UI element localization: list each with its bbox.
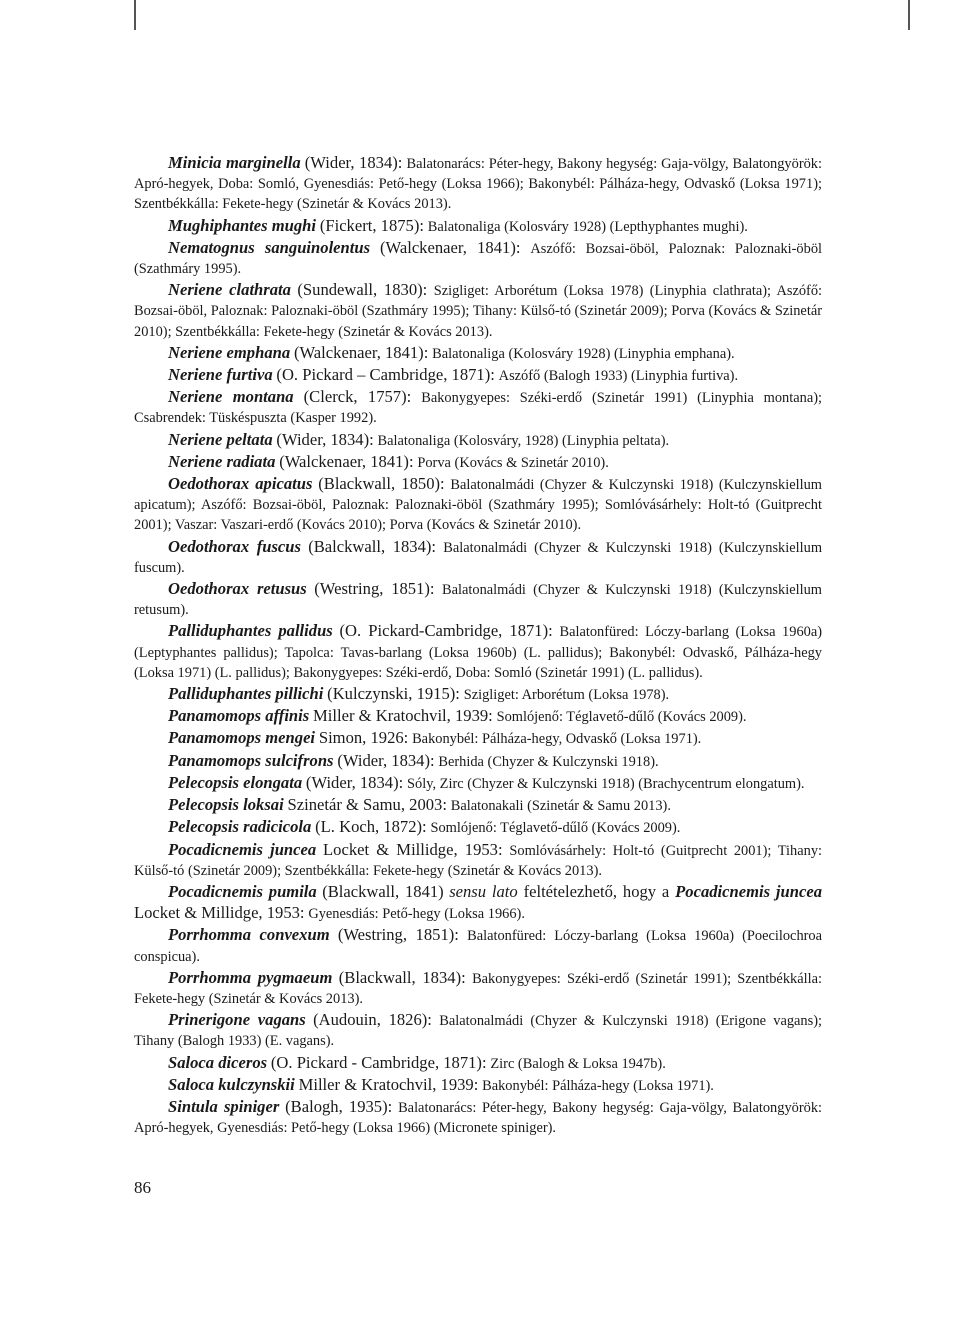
species-name: Mughiphantes mughi <box>168 215 317 235</box>
species-name: Porrhomma pygmaeum <box>168 967 333 987</box>
species-author: (Clerck, 1757): <box>303 387 412 407</box>
species-entry <box>134 751 822 772</box>
species-name: Panamomops sulcifrons <box>168 750 334 770</box>
species-entry <box>134 882 822 924</box>
species-entry <box>134 817 822 838</box>
species-entry <box>134 365 822 386</box>
locality-records: Somlóvásárhely: Holt-tó (Guitprecht 2001); Tihany: Külső-tó (Szinetár 2009); Szentbékkálla: Fekete-hegy (Szinetár & Kovács 2013). <box>134 842 823 879</box>
species-name: Neriene clathrata <box>168 280 291 300</box>
locality-records: Bakonygyepes: Széki-erdő (Szinetár 1991) (Linyphia montana); Csabrendek: Tüskéspuszta (Kasper 1992). <box>134 390 822 427</box>
species-entry <box>134 537 822 578</box>
species-name: Saloca kulczynskii <box>168 1074 295 1094</box>
locality-records: Gyenesdiás: Pető-hegy (Loksa 1966). <box>308 906 525 923</box>
species-author: Locket & Millidge, 1953: <box>134 903 305 923</box>
species-author: (Fickert, 1875): <box>319 215 424 235</box>
locality-records: Aszófő: Bozsai-öböl, Paloznak: Paloznaki-öböl (Szathmáry 1995). <box>134 240 823 278</box>
species-name: Oedothorax fuscus <box>168 536 301 556</box>
species-author: (Wider, 1834): <box>305 772 404 792</box>
crop-mark-top-left <box>134 0 136 30</box>
species-author: (O. Pickard-Cambridge, 1871): <box>339 621 553 641</box>
species-name: Pelecopsis elongata <box>168 772 303 792</box>
species-author: (Walckenaer, 1841): <box>293 342 429 362</box>
species-name: Oedothorax retusus <box>168 579 307 599</box>
species-author: Simon, 1926: <box>318 728 409 748</box>
locality-records: Szigliget: Arborétum (Loksa 1978) (Linyphia clathrata); Aszófő: Bozsai-öböl, Paloznak: Paloznaki-öböl (Szathmáry 1995); Tihany: Külső-tó (Szinetár 2009); Porva (Kovács & Szinetár 2010); Szentbékkálla: Fekete-hegy (Szinetár & Kovács 2013). <box>134 283 823 340</box>
species-author: (Westring, 1851): <box>337 925 459 945</box>
species-author: (Wider, 1834): <box>276 429 374 449</box>
locality-records: Balatonalmádi (Chyzer & Kulczynski 1918) (Kulczynskiellum retusum). <box>134 582 822 619</box>
species-name: Prinerigone vagans <box>168 1010 306 1030</box>
locality-records: Bakonybél: Pálháza-hegy (Loksa 1971). <box>482 1077 714 1094</box>
species-name: Oedothorax apicatus <box>168 474 313 494</box>
species-name: Palliduphantes pallidus <box>168 621 333 641</box>
species-name: Neriene montana <box>168 387 294 407</box>
species-author: (O. Pickard – Cambridge, 1871): <box>276 365 495 385</box>
species-name: Saloca diceros <box>168 1052 268 1072</box>
locality-records: Sóly, Zirc (Chyzer & Kulczynski 1918) (Brachycentrum elongatum). <box>407 775 805 792</box>
species-author: (Wider, 1834): <box>337 750 435 770</box>
species-entry <box>134 1010 822 1051</box>
species-entry <box>134 1075 822 1096</box>
locality-records: Balatonalmádi (Chyzer & Kulczynski 1918) (Kulczynskiellum apicatum); Aszófő: Bozsai-öböl, Paloznak: Paloznaki-öböl (Szathmáry 1995); Somlóvásárhely: Holt-tó (Guitprecht 2001); Vaszar: Vaszari-erdő (Kovács 2010); Porva (Kovács & Szinetár 2010). <box>134 477 822 534</box>
species-entry <box>134 1053 822 1074</box>
species-name: Pelecopsis radicicola <box>168 817 312 837</box>
species-author: (Westring, 1851): <box>314 579 435 599</box>
locality-records: Balatonfüred: Lóczy-barlang (Loksa 1960a) (Leptyphantes pallidus); Tapolca: Tavas-barlang (Loksa 1960b) (L. pallidus); Bakonybél: Odvaskő, Pálháza-hegy (Loksa 1971) (L. pallidus); Bakonygyepes: Széki-erdő, Doba: Somló (Szinetár 1991) (L. pallidus). <box>134 624 823 681</box>
species-name: Neriene emphana <box>168 342 291 362</box>
locality-records: Balatonaliga (Kolosváry 1928) (Linyphia emphana). <box>432 345 735 362</box>
species-author: (Walckenaer, 1841): <box>279 451 414 471</box>
locality-records: Balatonalmádi (Chyzer & Kulczynski 1918) (Kulczynskiellum fuscum). <box>134 539 823 576</box>
species-author: (Kulczynski, 1915): <box>327 684 460 704</box>
species-name: Palliduphantes pillichi <box>168 684 324 704</box>
species-author: (L. Koch, 1872): <box>315 817 427 837</box>
species-entry <box>134 728 822 749</box>
locality-records: Balatonarács: Péter-hegy, Bakony hegység: Gaja-völgy, Balatongyörök: Apró-hegyek, Doba: Somló, Gyenesdiás: Pető-hegy (Loksa 1966); Bakonybél: Pálháza-hegy, Odvaskő (Loksa 1971); Szentbékkálla: Fekete-hegy (Szinetár & Kovács 2013). <box>134 156 822 213</box>
document-body <box>134 153 822 1139</box>
locality-records: Somlójenő: Téglavető-dűlő (Kovács 2009). <box>496 709 747 726</box>
locality-records: Balatonaliga (Kolosváry, 1928) (Linyphia peltata). <box>377 432 670 449</box>
locality-records: Somlójenő: Téglavető-dűlő (Kovács 2009). <box>430 820 681 837</box>
locality-records: Aszófő (Balogh 1933) (Linyphia furtiva). <box>498 368 739 385</box>
locality-records: Balatonalmádi (Chyzer & Kulczynski 1918) (Erigone vagans); Tihany (Balogh 1933) (E. vagans). <box>134 1013 822 1050</box>
locality-records: Bakonybél: Pálháza-hegy, Odvaskő (Loksa 1971). <box>412 731 702 748</box>
species-entry <box>134 684 822 705</box>
locality-records: Bakonygyepes: Széki-erdő (Szinetár 1991); Szentbékkálla: Fekete-hegy (Szinetár & Kovács 2013). <box>134 970 822 1007</box>
species-author: Locket & Millidge, 1953: <box>323 839 503 859</box>
species-author: (Walckenaer, 1841): <box>379 237 521 257</box>
species-name: Pocadicnemis pumila <box>168 881 317 901</box>
species-name: Neriene radiata <box>168 451 276 471</box>
page-number: 86 <box>134 1178 151 1197</box>
crop-mark-top-right <box>908 0 910 30</box>
locality-records: Balatonakali (Szinetár & Samu 2013). <box>450 798 671 815</box>
locality-records: Berhida (Chyzer & Kulczynski 1918). <box>438 753 659 770</box>
locality-records: Balatonarács: Péter-hegy, Bakony hegység: Gaja-völgy, Balatongyörök: Apró-hegyek, Gyenesdiás: Pető-hegy (Loksa 1966) (Micronete spiniger). <box>134 1099 823 1137</box>
species-entry <box>134 238 822 279</box>
species-name: Pelecopsis loksai <box>168 795 284 815</box>
sensu-lato-note: sensu lato <box>449 881 518 901</box>
species-author: (Sundewall, 1830): <box>297 280 428 300</box>
species-name: Nematognus sanguinolentus <box>168 237 371 257</box>
species-author: (Audouin, 1826): <box>313 1010 432 1030</box>
species-entry <box>134 343 822 364</box>
species-name: Neriene furtiva <box>168 365 273 385</box>
species-name: Panamomops affinis <box>168 706 310 726</box>
locality-records: Szigliget: Arborétum (Loksa 1978). <box>463 687 670 704</box>
locality-records: Porva (Kovács & Szinetár 2010). <box>417 454 609 471</box>
species-author: (Blackwall, 1850): <box>318 474 445 494</box>
locality-records: Balatonfüred: Lóczy-barlang (Loksa 1960a) (Poecilochroa conspicua). <box>134 928 823 965</box>
species-entry <box>134 1097 822 1138</box>
species-entry <box>134 387 822 428</box>
species-author: (Balogh, 1935): <box>285 1096 393 1116</box>
species-entry <box>134 621 822 683</box>
species-author: (O. Pickard - Cambridge, 1871): <box>270 1052 487 1072</box>
species-author: (Blackwall, 1841) <box>322 881 444 901</box>
species-name: Neriene peltata <box>168 429 273 449</box>
species-author: (Balckwall, 1834): <box>308 536 437 556</box>
species-author: Miller & Kratochvil, 1939: <box>313 706 493 726</box>
species-entry <box>134 280 822 342</box>
species-name: Minicia marginella <box>168 153 301 172</box>
species-author: (Blackwall, 1834): <box>338 967 466 987</box>
species-entry <box>134 968 822 1009</box>
species-entry <box>134 474 822 536</box>
species-entry <box>134 773 822 794</box>
note-text: feltételezhető, hogy a <box>523 881 670 901</box>
species-entry <box>134 216 822 237</box>
species-name: Porrhomma convexum <box>168 925 330 945</box>
species-name: Sintula spiniger <box>168 1096 280 1116</box>
species-entry <box>134 579 822 620</box>
species-entry <box>134 153 822 215</box>
species-entry <box>134 925 822 966</box>
species-entry <box>134 430 822 451</box>
species-name: Pocadicnemis juncea <box>675 881 823 901</box>
species-entry <box>134 795 822 816</box>
species-name: Pocadicnemis juncea <box>168 839 317 859</box>
species-entry <box>134 706 822 727</box>
locality-records: Balatonaliga (Kolosváry 1928) (Lepthyphantes mughi). <box>427 218 748 235</box>
species-entry <box>134 840 822 881</box>
species-author: Miller & Kratochvil, 1939: <box>298 1074 479 1094</box>
species-author: Szinetár & Samu, 2003: <box>287 795 447 815</box>
species-name: Panamomops mengei <box>168 728 316 748</box>
locality-records: Zirc (Balogh & Loksa 1947b). <box>490 1055 666 1072</box>
species-author: (Wider, 1834): <box>304 153 403 172</box>
species-entry <box>134 452 822 473</box>
